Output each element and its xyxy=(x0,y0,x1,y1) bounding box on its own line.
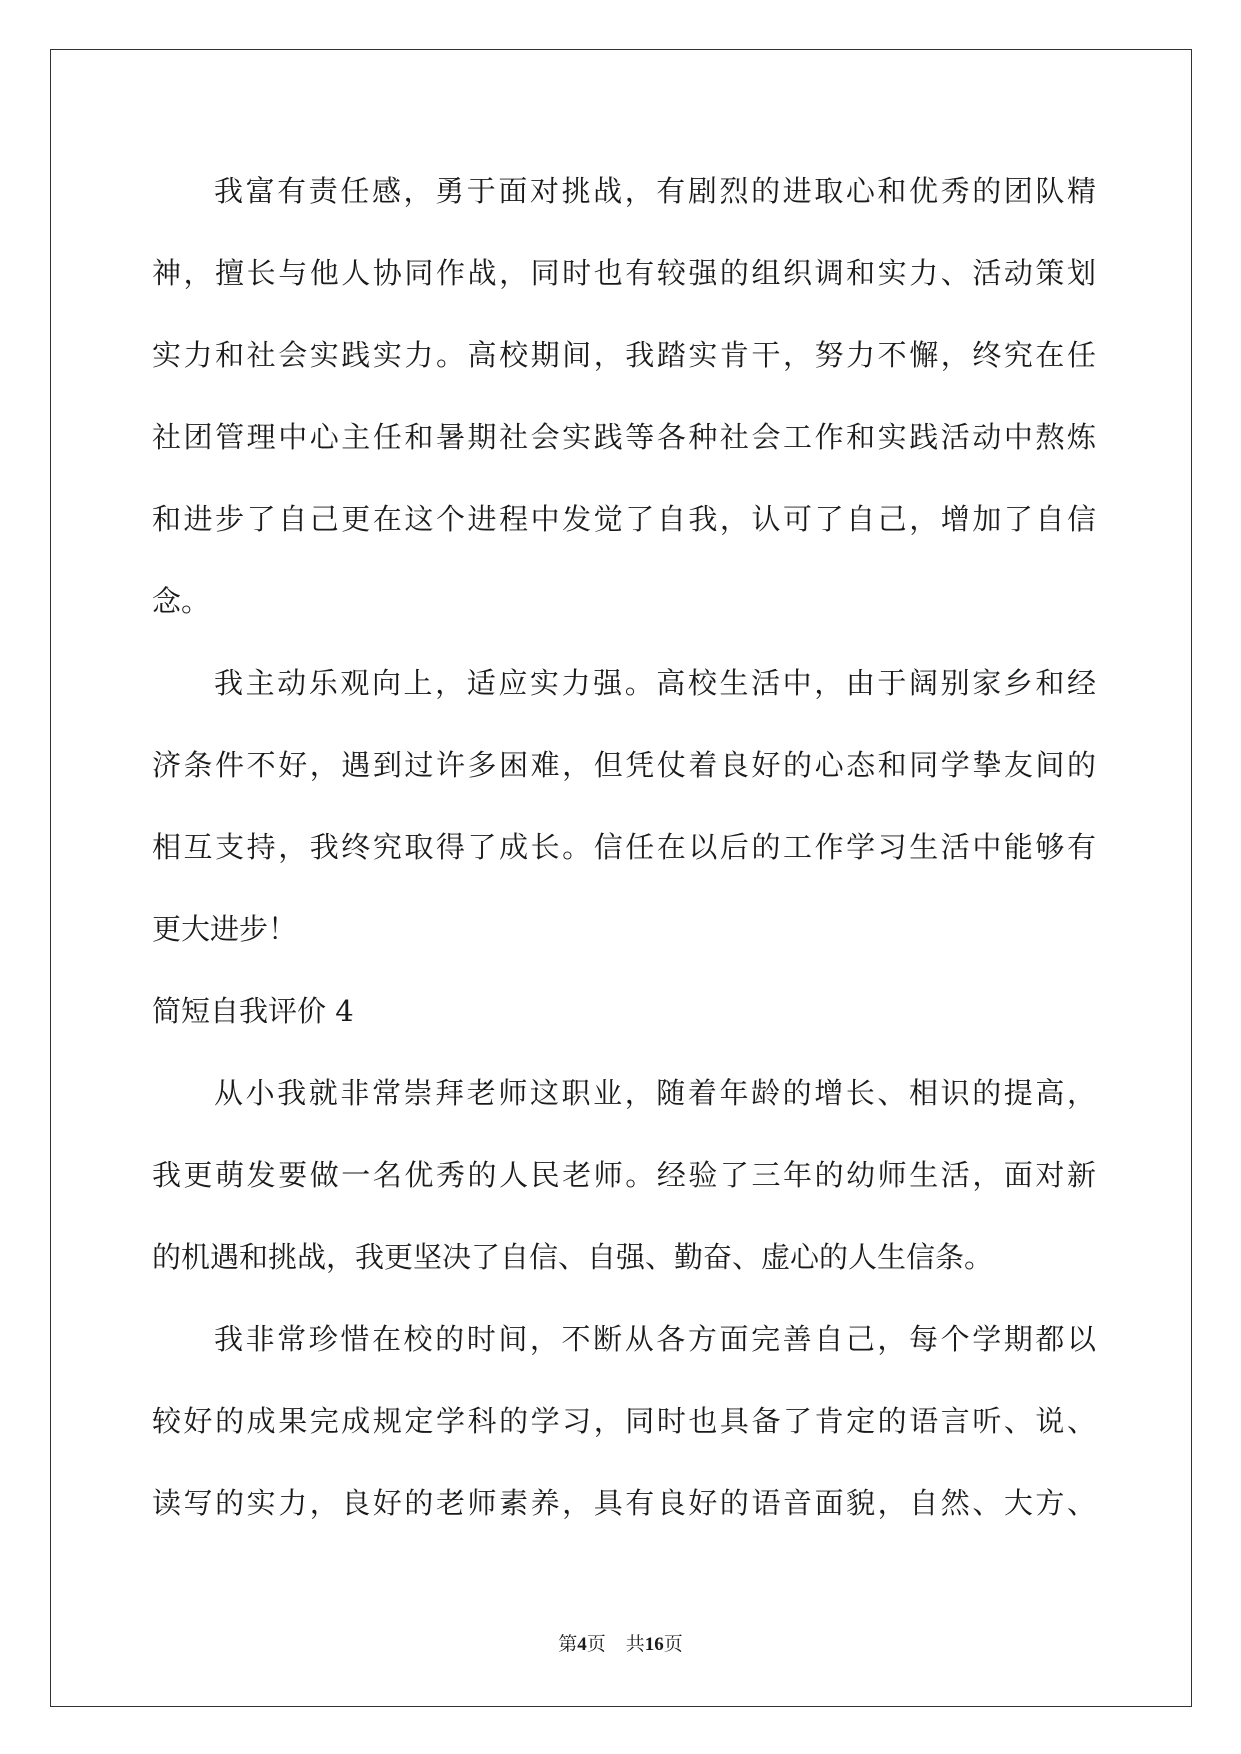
paragraph-line: 相互支持，我终究取得了成长。信任在以后的工作学习生活中能够有 xyxy=(152,830,1096,864)
total-prefix: 共 xyxy=(625,1633,645,1655)
paragraph-line: 我富有责任感，勇于面对挑战，有剧烈的进取心和优秀的团队精 xyxy=(214,174,1096,208)
paragraph-line: 从小我就非常崇拜老师这职业，随着年龄的增长、相识的提高， xyxy=(214,1076,1096,1110)
paragraph-line: 实力和社会实践实力。高校期间，我踏实肯干，努力不懈，终究在任 xyxy=(152,338,1096,372)
paragraph-line: 念。 xyxy=(152,584,211,618)
section-heading: 简短自我评价 4 xyxy=(152,994,354,1028)
total-pages: 16 xyxy=(644,1634,664,1655)
paragraph-line: 我非常珍惜在校的时间，不断从各方面完善自己，每个学期都以 xyxy=(214,1322,1096,1356)
paragraph-line: 的机遇和挑战，我更坚决了自信、自强、勤奋、虚心的人生信条。 xyxy=(152,1240,994,1274)
total-suffix: 页 xyxy=(663,1633,683,1655)
paragraph-line: 神，擅长与他人协同作战，同时也有较强的组织调和实力、活动策划 xyxy=(152,256,1096,290)
page-footer xyxy=(0,1632,1241,1657)
page-suffix: 页 xyxy=(586,1633,606,1655)
paragraph-line: 我主动乐观向上，适应实力强。高校生活中，由于阔别家乡和经 xyxy=(214,666,1096,700)
page-prefix: 第 xyxy=(558,1633,578,1655)
paragraph-line: 更大进步！ xyxy=(152,912,298,946)
paragraph-line: 济条件不好，遇到过许多困难，但凭仗着良好的心态和同学挚友间的 xyxy=(152,748,1096,782)
paragraph-line: 较好的成果完成规定学科的学习，同时也具备了肯定的语言听、说、 xyxy=(152,1404,1096,1438)
paragraph-line: 读写的实力，良好的老师素养，具有良好的语音面貌，自然、大方、 xyxy=(152,1486,1096,1520)
page-number: 4 xyxy=(577,1634,587,1655)
paragraph-line: 我更萌发要做一名优秀的人民老师。经验了三年的幼师生活，面对新 xyxy=(152,1158,1096,1192)
paragraph-line: 社团管理中心主任和暑期社会实践等各种社会工作和实践活动中熬炼 xyxy=(152,420,1096,454)
paragraph-line: 和进步了自己更在这个进程中发觉了自我，认可了自己，增加了自信 xyxy=(152,502,1096,536)
document-body xyxy=(152,162,1096,1556)
